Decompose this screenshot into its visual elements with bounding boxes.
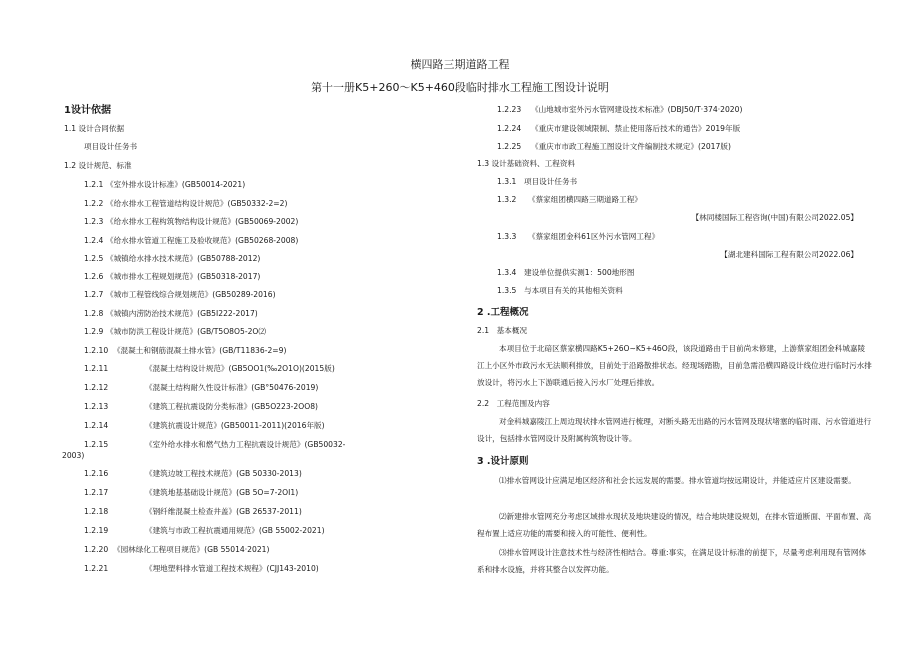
list-item-no: 1.2.23 xyxy=(497,105,522,114)
list-item: 《城镇内涝防治技术规范》(GB5I222-2017) xyxy=(106,309,258,318)
section-2-2: 2.2 工程范围及内容 xyxy=(477,399,550,408)
item-1-3-2-no: 1.3.2 xyxy=(497,195,517,204)
list-item-no: 1.2.19 xyxy=(84,526,109,535)
list-item: 《混凝土和钢筋混凝土排水管》(GB/T11836-2=9) xyxy=(113,346,287,355)
document-subtitle: 第十一册K5+260～K5+460段临时排水工程施工图设计说明 xyxy=(311,81,609,94)
list-item-no: 1.2.9 xyxy=(84,327,104,336)
list-item-no: 1.2.16 xyxy=(84,469,109,478)
list-item: 《钢纤维混凝土检查井盖》(GB 26537-2011) xyxy=(145,507,302,516)
list-item: 《建筑地基基础设计规范》(GB 5O=7-2OI1) xyxy=(145,488,299,497)
item-1-3-5: 与本项目有关的其他相关资料 xyxy=(524,286,623,295)
list-item-no: 1.2.6 xyxy=(84,272,104,281)
list-item-continuation: 2003) xyxy=(62,451,85,460)
list-item: 《山地城市室外污水管网建设技术标准》(DBJ50/T·374·2020) xyxy=(531,105,743,114)
item-1-3-1: 项目设计任务书 xyxy=(524,177,578,186)
item-1-3-3-source: 【湖北建科国际工程有限公司2022.06】 xyxy=(720,250,858,259)
list-item-no: 1.2.1 xyxy=(84,180,104,189)
list-item-no: 1.2.3 xyxy=(84,217,104,226)
section-2-heading: 2 .工程概况 xyxy=(477,307,529,318)
list-item-no: 1.2.2 xyxy=(84,199,104,208)
list-item: 《城镇给水排水技术规范》(GB50788-2012) xyxy=(106,254,261,263)
item-1-3-2: 《蔡家组团横四路三期道路工程》 xyxy=(528,195,642,204)
item-1-3-4-no: 1.3.4 xyxy=(497,268,517,277)
principle-3: ⑶排水管网设计注意技术性与经济性相结合。尊重:事实，在满足设计标准的前提下，尽量考虑利用现有管网体系和排水设施，并将其整合以发挥功能。 xyxy=(477,548,867,574)
section-3-heading: 3 .设计原则 xyxy=(477,456,529,467)
list-item-no: 1.2.14 xyxy=(84,421,109,430)
section-2-1-body: 本项目位于北碚区蔡家横四路K5+26O~K5+46O段，该段道路由于目前尚未修建，上游蔡家组团金科城嘉陵江上小区外市政污水无法顺利排放，目前处于沿路散排状态。经现场踏勘，目前急需沿横四路设计线位进行临时污水排放设计，将污水上下游联通后接入污水厂处理后排放。 xyxy=(477,344,872,387)
list-item: 《重庆市市政工程施工图设计文件编制技术规定》(2017版) xyxy=(531,142,731,151)
list-item: 《给水排水工程管道结构设计规范》(GB50332-2=2) xyxy=(106,199,288,208)
list-item-no: 1.2.18 xyxy=(84,507,109,516)
item-1-3-4: 建设单位提供实测1：500地形图 xyxy=(524,268,635,277)
list-item-no: 1.2.24 xyxy=(497,124,522,133)
list-item: 《建筑工程抗震设防分类标准》(GB5O223-2OO8) xyxy=(145,402,318,411)
section-1-2: 1.2 设计规范、标准 xyxy=(64,161,132,170)
section-1-3: 1.3 设计基础资料、工程资料 xyxy=(477,159,576,168)
list-item: 《建筑抗震设计规范》(GB50011-2011)(2016年版) xyxy=(145,421,325,430)
list-item: 《建筑与市政工程抗震通用规范》(GB 55002-2021) xyxy=(145,526,325,535)
list-item-no: 1.2.15 xyxy=(84,440,109,449)
list-item: 《混凝土结构设计规范》(GB5OO1(‰2O1O)(2015版) xyxy=(145,364,335,373)
section-1-heading: 1设计依据 xyxy=(64,105,111,116)
list-item: 《园林绿化工程项目规范》(GB 55014·2021) xyxy=(113,545,270,554)
list-item: 《城市防洪工程设计规范》(GB/T5O8O5-2O⑵ xyxy=(106,327,266,336)
list-item-no: 1.2.10 xyxy=(84,346,109,355)
list-item: 《室外给水排水和燃气热力工程抗震设计规范》(GB50032- xyxy=(145,440,346,449)
principle-1: ⑴排水管网设计应满足地区经济和社会长远发展的需要。排水管道均按远期设计，并能适应片区建设需要。 xyxy=(499,476,856,485)
list-item-no: 1.2.21 xyxy=(84,564,109,573)
list-item: 《建筑边坡工程技术规范》(GB 50330-2013) xyxy=(145,469,302,478)
item-1-3-5-no: 1.3.5 xyxy=(497,286,517,295)
list-item-no: 1.2.4 xyxy=(84,236,104,245)
document-title: 横四路三期道路工程 xyxy=(410,58,510,71)
section-1-1: 1.1 设计合同依据 xyxy=(64,124,125,133)
list-item: 《城市排水工程规划规范》(GB50318-2017) xyxy=(106,272,261,281)
item-1-3-1-no: 1.3.1 xyxy=(497,177,517,186)
list-item: 《室外排水设计标准》(GB50014-2021) xyxy=(106,180,246,189)
list-item: 《城市工程管线综合规划规范》(GB50289-2016) xyxy=(106,290,276,299)
list-item: 《给水排水工程构筑物结构设计规范》(GB50069-2002) xyxy=(106,217,299,226)
section-2-2-body: 对金科城嘉陵江上周边现状排水管网进行梳理，对断头路无出路的污水管网及现状堵塞的临时雨、污水管道进行设计，包括排水管网设计及附属构筑物设计等。 xyxy=(477,417,872,443)
list-item-no: 1.2.8 xyxy=(84,309,104,318)
list-item-no: 1.2.5 xyxy=(84,254,104,263)
list-item: 《重庆市建设领域限制、禁止使用落后技术的通告》2019年版 xyxy=(531,124,741,133)
list-item: 《给水排水管道工程施工及验收规范》(GB50268-2008) xyxy=(106,236,299,245)
list-item-no: 1.2.12 xyxy=(84,383,109,392)
list-item-no: 1.2.20 xyxy=(84,545,109,554)
item-1-3-3-no: 1.3.3 xyxy=(497,232,517,241)
list-item-no: 1.2.13 xyxy=(84,402,109,411)
list-item: 《混凝土结构耐久性设计标准》(GB°50476-2019) xyxy=(145,383,319,392)
list-item-no: 1.2.7 xyxy=(84,290,104,299)
section-1-1-item: 项目设计任务书 xyxy=(84,142,138,151)
list-item-no: 1.2.17 xyxy=(84,488,109,497)
list-item-no: 1.2.25 xyxy=(497,142,522,151)
item-1-3-3: 《蔡家组团金科61区外污水管网工程》 xyxy=(528,232,660,241)
item-1-3-2-source: 【林同楼国际工程咨询(中国)有限公司2022.05】 xyxy=(691,213,858,222)
principle-2: ⑵新建排水管网充分考虑区域排水现状及地块建设的情况，结合地块建设规划，在排水管道断面、平面布置、高程布置上适应功能的需要和接入的可能性、便利性。 xyxy=(477,512,872,538)
section-2-1: 2.1 基本概况 xyxy=(477,326,528,335)
list-item: 《埋地塑料排水管道工程技术规程》(CJJ143-2010) xyxy=(145,564,319,573)
list-item-no: 1.2.11 xyxy=(84,364,109,373)
